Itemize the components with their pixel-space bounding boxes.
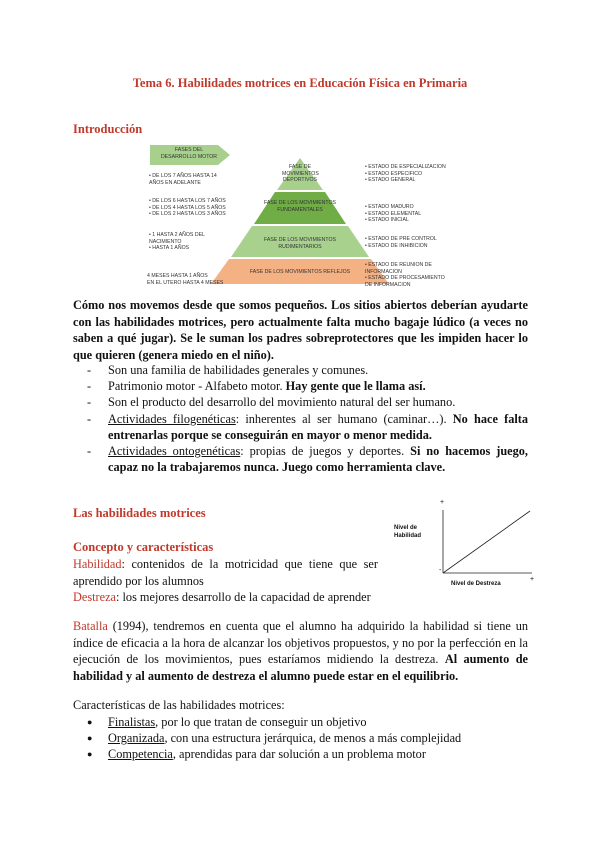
ages-group-fundamental bbox=[149, 198, 229, 218]
ages-group-sports bbox=[149, 173, 229, 186]
destreza-definition: Destreza: los mejores desarrollo de la capacidad de aprender bbox=[73, 590, 371, 604]
list-item: ● Competencia, aprendidas para dar solución a un problema motor bbox=[87, 747, 426, 762]
age-item: • DE LOS 4 HASTA LOS 5 AÑOS bbox=[149, 204, 226, 211]
age-item: • 1 HASTA 2 AÑOS DEL NACIMIENTO bbox=[149, 232, 205, 245]
characteristics-intro: Características de las habilidades motrices: bbox=[73, 698, 285, 712]
stage-item: • ESTADO ELEMENTAL bbox=[365, 210, 422, 217]
graph-x-plus: + bbox=[530, 576, 535, 583]
stage-item: • ESTADO DE PRE CONTROL bbox=[365, 236, 437, 242]
level-label-rudimentary: FASE DE LOS MOVIMIENTOS RUDIMENTARIOS bbox=[264, 237, 336, 250]
intro-bullet-list bbox=[73, 362, 528, 475]
stages-group-reflex bbox=[365, 262, 453, 288]
graph-x-label: Nivel de Destreza bbox=[451, 581, 501, 587]
motor-development-pyramid bbox=[145, 140, 455, 290]
habilidad-definition: Habilidad: contenidos de la motricidad que tiene que ser aprendido por los alumnos bbox=[73, 557, 378, 588]
stage-item: • ESTADO DE INHIBICION bbox=[365, 242, 428, 249]
list-item: ● Organizada, con una estructura jerárquica, de menos a más complejidad bbox=[87, 731, 462, 746]
stage-item: • ESTADO MADURO bbox=[365, 204, 414, 210]
list-item: - Son el producto del desarrollo del movimiento natural del ser humano. bbox=[87, 395, 456, 410]
stage-item: • ESTADO DE PROCESAMIENTO DE INFORMACION bbox=[365, 275, 445, 288]
concept-heading: Concepto y características bbox=[73, 540, 214, 554]
document-title: Tema 6. Habilidades motrices en Educación Física en Primaria bbox=[132, 76, 468, 90]
ages-group-reflex bbox=[147, 273, 227, 286]
stage-item: • ESTADO INICIAL bbox=[365, 217, 409, 224]
stage-item: • ESTADO DE ESPECIALIZACION bbox=[365, 164, 446, 170]
age-item: • DE LOS 6 HASTA LOS 7 AÑOS bbox=[149, 198, 226, 204]
ages-group-rudimentary bbox=[149, 232, 219, 252]
list-item: - Son una familia de habilidades generales y comunes. bbox=[87, 363, 369, 377]
equilibrium-line bbox=[443, 511, 530, 573]
characteristics-list bbox=[73, 714, 528, 763]
level-label-reflex: FASE DE LOS MOVIMIENTOS REFLEJOS bbox=[249, 269, 351, 275]
stages-group-sports bbox=[365, 164, 453, 184]
list-item: ● Finalistas, por lo que tratan de conseguir un objetivo bbox=[87, 715, 367, 729]
graph-y-plus: + bbox=[440, 499, 445, 506]
phases-header: FASES DEL DESARROLLO MOTOR bbox=[160, 147, 218, 160]
graph-y-label: Nivel de Habilidad bbox=[394, 525, 422, 539]
age-item: EN EL UTERO HASTA 4 MESES bbox=[147, 279, 224, 286]
stages-group-fundamental bbox=[365, 204, 453, 224]
stage-item: • ESTADO DE REUNION DE INFORMACION bbox=[365, 262, 432, 275]
habilidad-destreza-graph bbox=[388, 499, 548, 595]
stage-item: • ESTADO ESPECIFICO bbox=[365, 170, 423, 177]
age-item: • HASTA 1 AÑOS bbox=[149, 245, 190, 252]
level-label-sports: FASE DE MOVIMIENTOS DEPORTIVOS bbox=[282, 164, 319, 184]
stages-group-rudimentary bbox=[365, 236, 453, 249]
intro-paragraph: Cómo nos movemos desde que somos pequeños. Los sitios abiertos deberían ayudarte con las habilidades motrices, pero actualmente falta mucho bagaje lúdico (a veces no saben a qué jugar). Se le suman los padres sobreprotectores que les impiden hacer lo que quieren (genera miedo en el niño). bbox=[73, 298, 528, 362]
batalla-paragraph: Batalla (1994), tendremos en cuenta que el alumno ha adquirido la habilidad si tiene un índice de eficacia a la hora de alcanzar los objetivos propuestos, y no por la perfección en la ejecución de los movimientos, pues estaríamos midiendo la destreza. Al aumento de habilidad y al aumento de destreza el alumno puede estar en el equilibrio. bbox=[73, 619, 529, 683]
age-item: • DE LOS 7 AÑOS HASTA 14 AÑOS EN ADELANTE bbox=[149, 173, 217, 186]
intro-heading: Introducción bbox=[73, 122, 143, 136]
age-item: • DE LOS 2 HASTA LOS 3 AÑOS bbox=[149, 211, 226, 218]
age-item: 4 MESES HASTA 1 AÑOS bbox=[147, 273, 208, 279]
stage-item: • ESTADO GENERAL bbox=[365, 177, 416, 184]
list-item: - Actividades ontogenéticas: propias de juegos y deportes. Si no hacemos juego, capaz no la trabajaremos nunca. Juego como herramienta clave. bbox=[87, 444, 529, 475]
list-item: - Actividades filogenéticas: inherentes al ser humano (caminar…). No hace falta entrenarlas porque se conseguirán en mayor o menor medida. bbox=[87, 411, 528, 442]
list-item: - Patrimonio motor - Alfabeto motor. Hay gente que le llama así. bbox=[87, 379, 426, 394]
graph-origin-minus: - bbox=[439, 567, 442, 574]
level-label-fundamental: FASE DE LOS MOVIMIENTOS FUNDAMENTALES bbox=[264, 200, 336, 213]
section-heading-habilidades: Las habilidades motrices bbox=[73, 506, 206, 520]
